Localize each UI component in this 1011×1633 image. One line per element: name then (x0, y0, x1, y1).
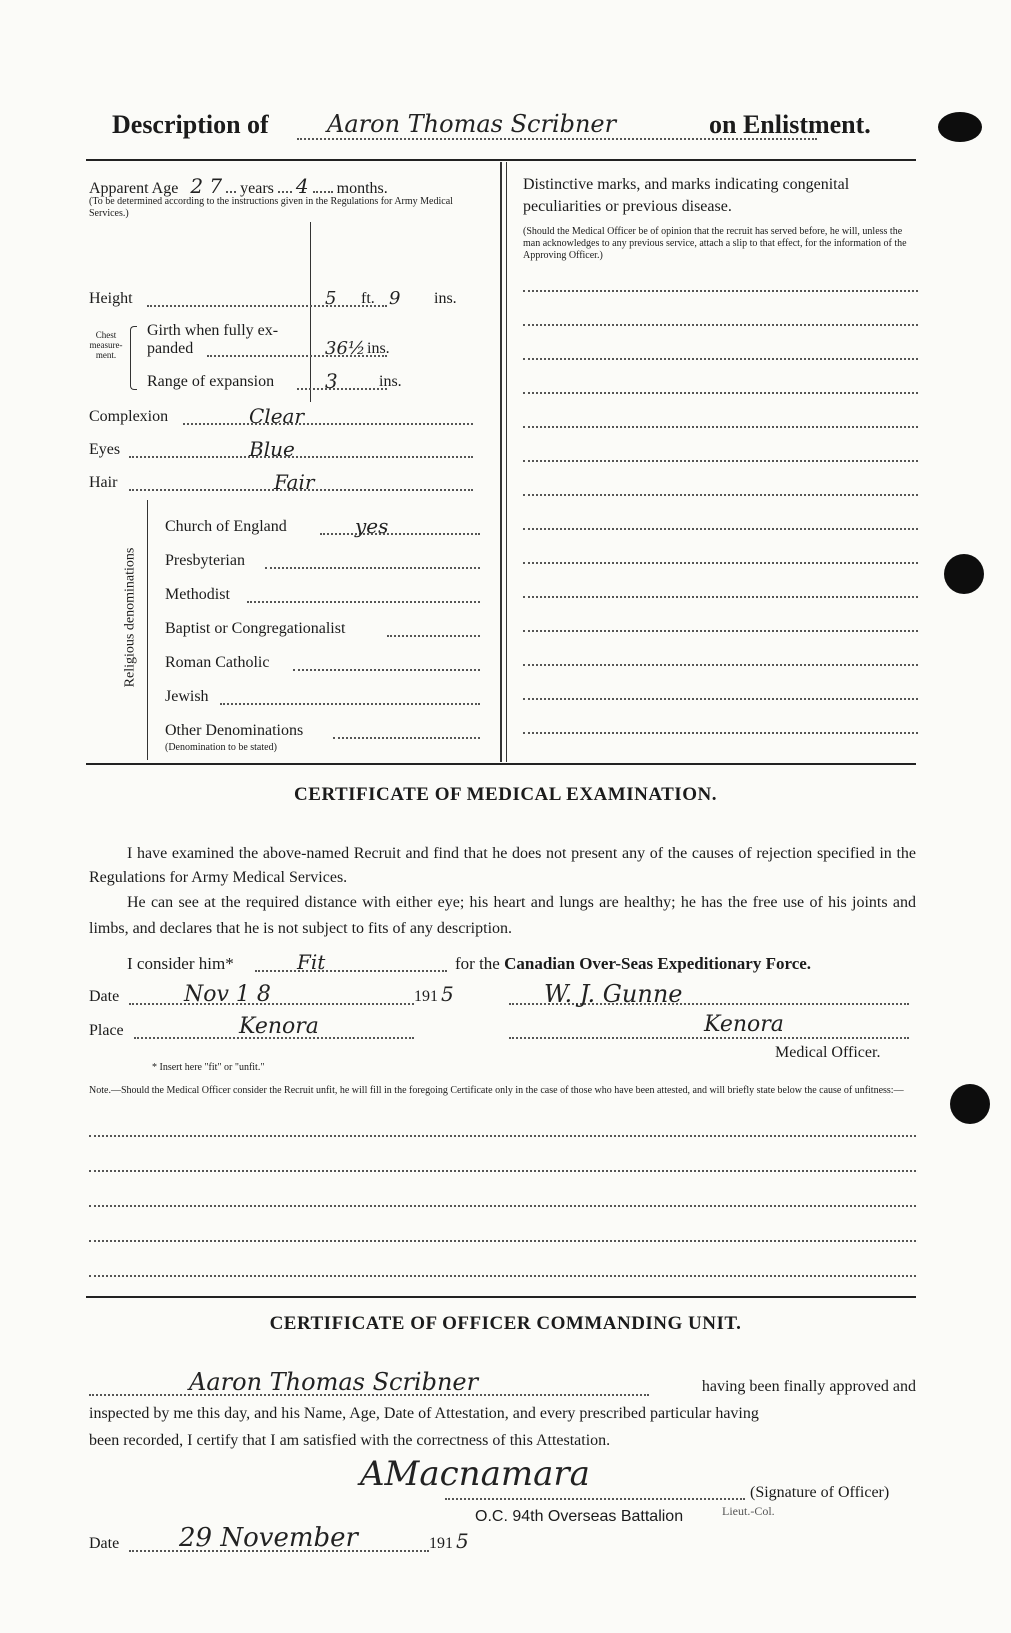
marks-title: Distinctive marks, and marks indicating congenital peculiarities or previous disease. (523, 176, 850, 215)
place-row: Place Kenora Kenora (89, 1022, 909, 1040)
complexion-row: Complexion Clear (89, 408, 479, 426)
medical-para-1: I have examined the above-named Recruit and find that he does not present any of the causes of rejection specified in the Regulations for Army Medical Services. (89, 845, 916, 886)
age-row: Apparent Age 2 7 years 4 months. (89, 174, 388, 198)
unfit-note: Note.—Should the Medical Officer consider the Recruit unfit, he will fill in the foregoing Certificate only in the case of those who have been attested, and will briefly state below the cause of unfitness:— (89, 1085, 904, 1096)
religion-side-label: Religious denominations (122, 547, 138, 688)
religion-row: Presbyterian (165, 552, 480, 570)
religion-row: Other Denominations (165, 722, 480, 740)
signature-label: (Signature of Officer) (750, 1484, 890, 1501)
commanding-title: CERTIFICATE OF OFFICER COMMANDING UNIT. (269, 1313, 742, 1334)
medical-officer-label: Medical Officer. (775, 1044, 881, 1061)
header-suffix: on Enlistment. (709, 110, 871, 139)
religion-divider (147, 500, 148, 760)
punch-hole (950, 1084, 990, 1124)
medical-title: CERTIFICATE OF MEDICAL EXAMINATION. (294, 784, 717, 805)
header-name: Aaron Thomas Scribner (327, 110, 617, 138)
medical-para-2: He can see at the required distance with either eye; his heart and lungs are healthy; he has the free use of his joints and limbs, and declares that he is not subject to fits of any description. (89, 894, 916, 937)
section-rule (86, 1296, 916, 1298)
chest-brace (130, 326, 137, 390)
officer-rank: Lieut.-Col. (722, 1504, 775, 1518)
religion-row: Methodist (165, 586, 480, 604)
officer-unit: O.C. 94th Overseas Battalion (475, 1508, 684, 1525)
religion-row: Roman Catholic (165, 654, 480, 672)
header-rule (86, 159, 916, 161)
religion-row: Baptist or Congregationalist (165, 620, 480, 638)
column-divider (500, 162, 502, 762)
religion-row: Jewish (165, 688, 480, 706)
range-row: Range of expansion 3 ins. (147, 369, 402, 393)
eyes-row: Eyes Blue (89, 441, 479, 459)
medical-signature: W. J. Gunne (544, 980, 683, 1008)
height-row: Height 5 ft. 9 ins. (89, 288, 457, 309)
header-prefix: Description of (112, 110, 269, 139)
hair-row: Hair Fair (89, 474, 479, 492)
commanding-date-row: Date 29 November 191 5 (89, 1523, 469, 1553)
commanding-signature: AMacnamara (360, 1454, 590, 1494)
form-header (112, 108, 912, 148)
consider-row: I consider him* Fit for the Canadian Over-Seas Expeditionary Force. (127, 950, 812, 974)
marks-note: (Should the Medical Officer be of opinion that the recruit has served before, he will, unless the man acknowledges to any previous service, attach a slip to that effect, for the information of the Approving Officer.) (523, 226, 907, 261)
section-rule (86, 763, 916, 765)
insert-note: * Insert here "fit" or "unfit." (152, 1062, 265, 1073)
punch-hole (944, 554, 984, 594)
denomination-note: (Denomination to be stated) (165, 742, 277, 753)
punch-hole (938, 112, 982, 142)
signature-line (445, 1498, 745, 1500)
girth-row: Girth when fully ex- panded 36½ ins. (147, 322, 390, 359)
chest-side-label: Chest measure-ment. (89, 330, 123, 360)
commanding-text-2: inspected by me this day, and his Name, Age, Date of Attestation, and every prescribed particular having (89, 1405, 759, 1422)
date-row: Date Nov 1 8 191 5 W. J. Gunne (89, 988, 909, 1006)
religion-row: Church of England yes (165, 518, 480, 536)
commanding-text-3: been recorded, I certify that I am satisfied with the correctness of this Attestation. (89, 1432, 611, 1449)
age-note: (To be determined according to the instructions given in the Regulations for Army Medical Services.) (89, 196, 453, 219)
column-divider-inner (506, 162, 507, 762)
